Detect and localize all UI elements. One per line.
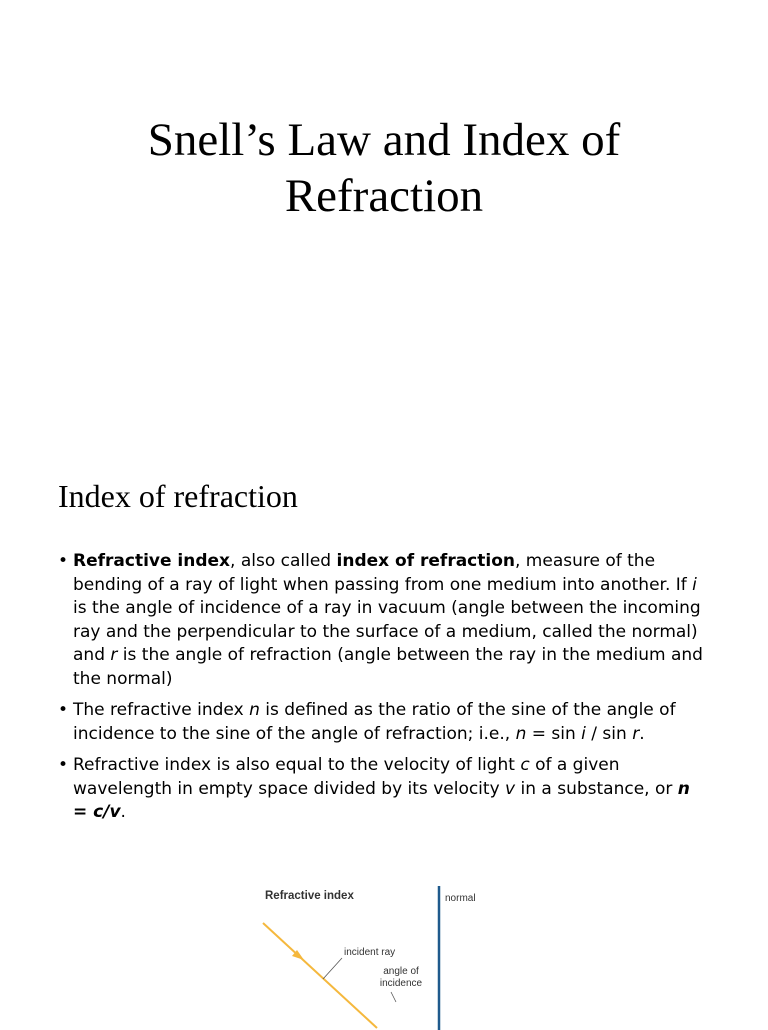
italic-var: i (581, 723, 586, 744)
bullet-velocity-ratio (58, 754, 708, 825)
slide-title (0, 112, 768, 224)
bold-term: Refractive index (73, 551, 231, 571)
incident-ray (263, 923, 377, 1028)
bullet-refractive-index-definition (58, 550, 708, 691)
title-line-1: Snell’s Law and Index of (147, 114, 621, 166)
bullet-text: , measure of the bending of a ray of light when passing from one medium into another. If (73, 551, 693, 595)
angle-label-line-2: incidence (379, 978, 423, 989)
normal-label: normal (445, 893, 476, 904)
italic-var: c (520, 755, 530, 775)
bullet-text: Refractive index is also equal to the velocity of light (73, 755, 521, 775)
italic-var: i (692, 574, 697, 595)
bullet-text: , also called (230, 551, 337, 571)
italic-var: n (515, 723, 527, 744)
angle-label-leader (391, 992, 396, 1002)
bullet-text: . (639, 723, 645, 744)
italic-var: v (505, 778, 516, 799)
bold-italic-formula: n = c/v (73, 778, 690, 822)
incident-ray-label: incident ray (344, 947, 396, 958)
bullet-text: . (120, 802, 126, 822)
bullet-list (58, 550, 708, 833)
bullet-text: is the angle of refraction (angle between the ray in the medium and the normal) (73, 645, 703, 689)
title-slide (0, 0, 768, 440)
bullet-text: of a given wavelength in empty space divided by its velocity (73, 755, 620, 799)
italic-var: r (632, 723, 640, 744)
bullet-text: = sin (526, 723, 582, 744)
bullet-text: in a substance, or (515, 778, 678, 799)
title-line-2: Refraction (284, 170, 484, 222)
figure-title: Refractive index (265, 890, 354, 902)
bullet-sine-ratio (58, 699, 708, 746)
slide-heading: Index of refraction (58, 478, 298, 514)
angle-label-line-1: angle of (383, 966, 419, 977)
bullet-text: is defined as the ratio of the sine of the angle of incidence to the sine of the angle of refraction; i.e., (73, 700, 676, 744)
italic-var: r (110, 645, 118, 665)
incident-label-leader (323, 958, 342, 979)
italic-var: n (249, 700, 260, 720)
angle-of-incidence-label (365, 966, 437, 990)
bold-term: index of refraction (336, 551, 515, 571)
refraction-diagram (255, 880, 495, 1030)
content-slide (0, 440, 768, 1024)
bullet-text: is the angle of incidence of a ray in vacuum (angle between the incoming ray and the perpendicular to the surface of a medium, called the normal) and (73, 598, 701, 665)
bullet-text: / sin (585, 723, 633, 744)
bullet-text: The refractive index (73, 700, 250, 720)
